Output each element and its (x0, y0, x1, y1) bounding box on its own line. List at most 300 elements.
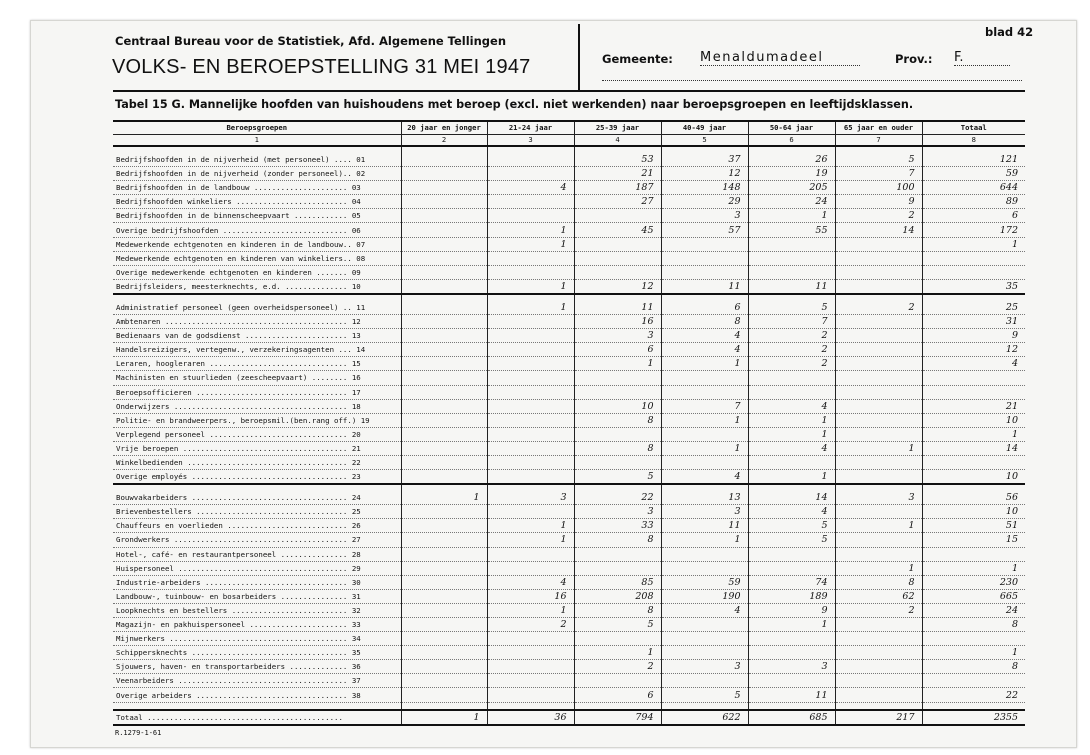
value-cell[interactable]: 4 (661, 603, 748, 617)
value-cell[interactable] (487, 251, 574, 265)
value-cell[interactable] (922, 385, 1025, 399)
value-cell[interactable]: 4 (661, 329, 748, 343)
value-cell[interactable]: 1 (922, 427, 1025, 441)
value-cell[interactable]: 59 (661, 575, 748, 589)
value-cell[interactable] (401, 470, 487, 485)
table-row (113, 688, 1025, 702)
value-cell[interactable] (487, 153, 574, 167)
value-cell[interactable]: 217 (835, 710, 922, 725)
value-cell[interactable]: 5 (574, 618, 661, 632)
value-cell[interactable] (574, 455, 661, 469)
value-cell[interactable]: 1 (835, 441, 922, 455)
value-cell[interactable]: 1 (487, 237, 574, 251)
value-cell[interactable]: 45 (574, 223, 661, 237)
value-cell[interactable] (661, 371, 748, 385)
value-cell[interactable] (401, 371, 487, 385)
value-cell[interactable] (661, 561, 748, 575)
value-cell[interactable] (835, 251, 922, 265)
value-cell[interactable]: 3 (661, 505, 748, 519)
value-cell[interactable] (835, 660, 922, 674)
value-cell[interactable] (401, 357, 487, 371)
value-cell[interactable]: 1 (661, 413, 748, 427)
value-cell[interactable]: 5 (574, 470, 661, 485)
value-cell[interactable]: 1 (748, 618, 835, 632)
value-cell[interactable]: 1 (487, 603, 574, 617)
value-cell[interactable] (401, 533, 487, 547)
value-cell[interactable] (748, 547, 835, 561)
value-cell[interactable] (922, 371, 1025, 385)
value-cell[interactable] (401, 674, 487, 688)
value-cell[interactable] (661, 455, 748, 469)
value-cell[interactable] (574, 385, 661, 399)
value-cell[interactable]: 59 (922, 167, 1025, 181)
value-cell[interactable]: 85 (574, 575, 661, 589)
value-cell[interactable] (835, 455, 922, 469)
value-cell[interactable] (401, 688, 487, 702)
value-cell[interactable] (401, 547, 487, 561)
value-cell[interactable]: 16 (574, 315, 661, 329)
value-cell[interactable] (487, 385, 574, 399)
value-cell[interactable]: 14 (835, 223, 922, 237)
value-cell[interactable]: 56 (922, 491, 1025, 505)
value-cell[interactable] (401, 618, 487, 632)
value-cell[interactable] (748, 455, 835, 469)
value-cell[interactable] (487, 646, 574, 660)
value-cell[interactable] (401, 251, 487, 265)
value-cell[interactable]: 622 (661, 710, 748, 725)
value-cell[interactable] (487, 547, 574, 561)
value-cell[interactable] (401, 505, 487, 519)
value-cell[interactable] (574, 547, 661, 561)
value-cell[interactable] (401, 575, 487, 589)
value-cell[interactable] (401, 301, 487, 315)
value-cell[interactable]: 1 (661, 533, 748, 547)
column-number: 3 (487, 135, 574, 147)
value-cell[interactable] (748, 251, 835, 265)
value-cell[interactable]: 665 (922, 589, 1025, 603)
value-cell[interactable]: 1 (835, 519, 922, 533)
value-cell[interactable] (487, 441, 574, 455)
value-cell[interactable] (835, 674, 922, 688)
value-cell[interactable] (401, 413, 487, 427)
value-cell[interactable]: 31 (922, 315, 1025, 329)
value-cell[interactable]: 13 (661, 491, 748, 505)
value-cell[interactable]: 4 (661, 343, 748, 357)
value-cell[interactable]: 55 (748, 223, 835, 237)
value-cell[interactable] (835, 237, 922, 251)
value-cell[interactable] (922, 251, 1025, 265)
value-cell[interactable]: 1 (748, 413, 835, 427)
value-cell[interactable]: 57 (661, 223, 748, 237)
value-cell[interactable]: 11 (661, 279, 748, 294)
value-cell[interactable] (487, 455, 574, 469)
spacer-cell (835, 484, 922, 491)
bureau-name: Centraal Bureau voor de Statistiek, Afd. Algemene Tellingen (115, 34, 507, 48)
value-cell[interactable]: 6 (574, 343, 661, 357)
value-cell[interactable] (835, 399, 922, 413)
table-row (113, 153, 1025, 167)
value-cell[interactable] (487, 505, 574, 519)
census-title: VOLKS- EN BEROEPSTELLING 31 MEI 1947 (112, 56, 531, 78)
value-cell[interactable]: 5 (661, 688, 748, 702)
value-cell[interactable]: 1 (922, 237, 1025, 251)
value-cell[interactable] (661, 265, 748, 279)
value-cell[interactable]: 4 (661, 470, 748, 485)
value-cell[interactable]: 12 (661, 167, 748, 181)
value-cell[interactable]: 26 (748, 153, 835, 167)
value-cell[interactable]: 794 (574, 710, 661, 725)
value-cell[interactable] (401, 329, 487, 343)
value-cell[interactable] (487, 632, 574, 646)
value-cell[interactable] (748, 385, 835, 399)
value-cell[interactable] (574, 251, 661, 265)
value-cell[interactable] (922, 265, 1025, 279)
value-cell[interactable]: 19 (748, 167, 835, 181)
value-cell[interactable]: 12 (922, 343, 1025, 357)
value-cell[interactable] (401, 455, 487, 469)
value-cell[interactable] (487, 329, 574, 343)
value-cell[interactable] (401, 441, 487, 455)
value-cell[interactable] (401, 385, 487, 399)
province-field[interactable]: F. (954, 50, 1010, 66)
value-cell[interactable]: 190 (661, 589, 748, 603)
value-cell[interactable]: 1 (661, 357, 748, 371)
value-cell[interactable]: 2 (748, 343, 835, 357)
value-cell[interactable] (487, 195, 574, 209)
value-cell[interactable] (835, 315, 922, 329)
value-cell[interactable]: 8 (922, 660, 1025, 674)
value-cell[interactable] (835, 646, 922, 660)
value-cell[interactable]: 25 (922, 301, 1025, 315)
value-cell[interactable]: 14 (922, 441, 1025, 455)
value-cell[interactable] (487, 343, 574, 357)
value-cell[interactable]: 6 (574, 688, 661, 702)
value-cell[interactable] (574, 632, 661, 646)
value-cell[interactable] (401, 589, 487, 603)
value-cell[interactable] (487, 660, 574, 674)
value-cell[interactable] (835, 343, 922, 357)
value-cell[interactable]: 644 (922, 181, 1025, 195)
value-cell[interactable] (401, 519, 487, 533)
value-cell[interactable]: 22 (574, 491, 661, 505)
value-cell[interactable] (835, 385, 922, 399)
value-cell[interactable]: 1 (922, 646, 1025, 660)
value-cell[interactable]: 10 (922, 470, 1025, 485)
value-cell[interactable]: 22 (922, 688, 1025, 702)
value-cell[interactable]: 35 (922, 279, 1025, 294)
value-cell[interactable]: 10 (922, 413, 1025, 427)
value-cell[interactable] (401, 167, 487, 181)
value-cell[interactable]: 33 (574, 519, 661, 533)
value-cell[interactable]: 4 (748, 399, 835, 413)
value-cell[interactable]: 3 (574, 505, 661, 519)
value-cell[interactable]: 24 (922, 603, 1025, 617)
value-cell[interactable] (661, 427, 748, 441)
value-cell[interactable]: 121 (922, 153, 1025, 167)
value-cell[interactable]: 205 (748, 181, 835, 195)
value-cell[interactable]: 29 (661, 195, 748, 209)
value-cell[interactable]: 2 (748, 357, 835, 371)
value-cell[interactable] (487, 371, 574, 385)
value-cell[interactable]: 24 (748, 195, 835, 209)
value-cell[interactable] (835, 413, 922, 427)
value-cell[interactable] (401, 561, 487, 575)
value-cell[interactable] (487, 167, 574, 181)
value-cell[interactable]: 1 (487, 533, 574, 547)
value-cell[interactable] (574, 265, 661, 279)
value-cell[interactable]: 37 (661, 153, 748, 167)
value-cell[interactable] (401, 343, 487, 357)
value-cell[interactable]: 2 (835, 603, 922, 617)
value-cell[interactable] (661, 547, 748, 561)
value-cell[interactable] (922, 455, 1025, 469)
value-cell[interactable]: 9 (835, 195, 922, 209)
value-cell[interactable]: 7 (748, 315, 835, 329)
table-row (113, 575, 1025, 589)
value-cell[interactable] (748, 561, 835, 575)
value-cell[interactable]: 172 (922, 223, 1025, 237)
value-cell[interactable]: 21 (922, 399, 1025, 413)
value-cell[interactable]: 5 (748, 519, 835, 533)
value-cell[interactable] (835, 505, 922, 519)
gemeente-field[interactable]: Menaldumadeel (700, 50, 860, 66)
row-label: Verplegend personeel ............................... 20 (113, 427, 401, 441)
row-label: Bedrijfsleiders, meesterknechts, e.d. .............. 10 (113, 279, 401, 294)
value-cell[interactable] (661, 646, 748, 660)
value-cell[interactable] (748, 646, 835, 660)
value-cell[interactable]: 36 (487, 710, 574, 725)
value-cell[interactable]: 187 (574, 181, 661, 195)
value-cell[interactable]: 11 (661, 519, 748, 533)
value-cell[interactable]: 6 (661, 301, 748, 315)
value-cell[interactable]: 15 (922, 533, 1025, 547)
value-cell[interactable] (661, 618, 748, 632)
row-label: Overige medewerkende echtgenoten en kinderen ....... 09 (113, 265, 401, 279)
value-cell[interactable] (487, 688, 574, 702)
value-cell[interactable] (487, 561, 574, 575)
value-cell[interactable]: 8 (661, 315, 748, 329)
value-cell[interactable]: 21 (574, 167, 661, 181)
value-cell[interactable]: 1 (487, 301, 574, 315)
value-cell[interactable] (835, 533, 922, 547)
value-cell[interactable]: 3 (661, 209, 748, 223)
value-cell[interactable]: 1 (487, 519, 574, 533)
value-cell[interactable]: 208 (574, 589, 661, 603)
value-cell[interactable] (922, 547, 1025, 561)
value-cell[interactable]: 10 (922, 505, 1025, 519)
value-cell[interactable] (401, 427, 487, 441)
value-cell[interactable] (661, 385, 748, 399)
value-cell[interactable] (401, 279, 487, 294)
value-cell[interactable] (835, 371, 922, 385)
value-cell[interactable]: 1 (401, 710, 487, 725)
value-cell[interactable]: 12 (574, 279, 661, 294)
table-row (113, 301, 1025, 315)
value-cell[interactable]: 4 (487, 181, 574, 195)
row-label: Vrije beroepen ..................................... 21 (113, 441, 401, 455)
value-cell[interactable]: 2 (835, 301, 922, 315)
value-cell[interactable]: 7 (661, 399, 748, 413)
value-cell[interactable]: 8 (574, 533, 661, 547)
value-cell[interactable]: 14 (748, 491, 835, 505)
value-cell[interactable] (835, 470, 922, 485)
value-cell[interactable]: 2355 (922, 710, 1025, 725)
value-cell[interactable] (835, 279, 922, 294)
value-cell[interactable]: 2 (574, 660, 661, 674)
value-cell[interactable] (922, 674, 1025, 688)
value-cell[interactable]: 74 (748, 575, 835, 589)
value-cell[interactable] (661, 632, 748, 646)
value-cell[interactable]: 4 (748, 505, 835, 519)
value-cell[interactable] (661, 674, 748, 688)
value-cell[interactable] (487, 357, 574, 371)
value-cell[interactable] (401, 315, 487, 329)
value-cell[interactable] (487, 674, 574, 688)
value-cell[interactable] (748, 265, 835, 279)
value-cell[interactable]: 53 (574, 153, 661, 167)
table-row (113, 589, 1025, 603)
value-cell[interactable]: 4 (487, 575, 574, 589)
value-cell[interactable]: 16 (487, 589, 574, 603)
value-cell[interactable] (574, 371, 661, 385)
value-cell[interactable] (401, 632, 487, 646)
value-cell[interactable]: 3 (487, 491, 574, 505)
row-label: Loopknechts en bestellers .......................... 32 (113, 603, 401, 617)
spacer-cell (748, 146, 835, 153)
row-label: Magazijn- en pakhuispersoneel ...................... 33 (113, 618, 401, 632)
value-cell[interactable]: 1 (748, 427, 835, 441)
value-cell[interactable]: 11 (748, 279, 835, 294)
value-cell[interactable] (401, 195, 487, 209)
value-cell[interactable] (748, 674, 835, 688)
value-cell[interactable]: 189 (748, 589, 835, 603)
value-cell[interactable] (574, 237, 661, 251)
value-cell[interactable] (835, 632, 922, 646)
value-cell[interactable]: 1 (401, 491, 487, 505)
value-cell[interactable] (401, 660, 487, 674)
value-cell[interactable]: 4 (748, 441, 835, 455)
value-cell[interactable]: 1 (835, 561, 922, 575)
value-cell[interactable]: 1 (574, 357, 661, 371)
column-headers (113, 121, 1025, 135)
value-cell[interactable] (487, 427, 574, 441)
value-cell[interactable]: 3 (574, 329, 661, 343)
value-cell[interactable] (401, 237, 487, 251)
value-cell[interactable] (748, 237, 835, 251)
value-cell[interactable]: 2 (487, 618, 574, 632)
spacer-cell (835, 146, 922, 153)
value-cell[interactable] (748, 371, 835, 385)
column-header: 20 jaar en jonger (401, 121, 487, 135)
value-cell[interactable]: 10 (574, 399, 661, 413)
value-cell[interactable] (401, 399, 487, 413)
value-cell[interactable]: 8 (835, 575, 922, 589)
value-cell[interactable] (401, 646, 487, 660)
spacer-cell (922, 294, 1025, 301)
value-cell[interactable]: 3 (748, 660, 835, 674)
value-cell[interactable] (922, 632, 1025, 646)
value-cell[interactable]: 3 (835, 491, 922, 505)
value-cell[interactable]: 62 (835, 589, 922, 603)
value-cell[interactable]: 100 (835, 181, 922, 195)
value-cell[interactable]: 9 (748, 603, 835, 617)
value-cell[interactable]: 11 (574, 301, 661, 315)
value-cell[interactable]: 1 (748, 470, 835, 485)
table-row (113, 603, 1025, 617)
value-cell[interactable] (835, 357, 922, 371)
value-cell[interactable] (835, 427, 922, 441)
value-cell[interactable]: 1 (487, 279, 574, 294)
value-cell[interactable]: 230 (922, 575, 1025, 589)
value-cell[interactable] (835, 618, 922, 632)
value-cell[interactable] (487, 265, 574, 279)
value-cell[interactable]: 1 (748, 209, 835, 223)
row-spacer (113, 484, 1025, 491)
value-cell[interactable]: 51 (922, 519, 1025, 533)
table-row (113, 209, 1025, 223)
value-cell[interactable] (487, 399, 574, 413)
value-cell[interactable]: 1 (661, 441, 748, 455)
column-header: 50-64 jaar (748, 121, 835, 135)
value-cell[interactable]: 9 (922, 329, 1025, 343)
value-cell[interactable]: 11 (748, 688, 835, 702)
value-cell[interactable] (835, 329, 922, 343)
value-cell[interactable]: 1 (574, 646, 661, 660)
value-cell[interactable] (748, 632, 835, 646)
value-cell[interactable]: 5 (748, 301, 835, 315)
value-cell[interactable] (401, 153, 487, 167)
value-cell[interactable]: 8 (574, 413, 661, 427)
value-cell[interactable]: 5 (835, 153, 922, 167)
value-cell[interactable] (574, 427, 661, 441)
value-cell[interactable] (401, 223, 487, 237)
spacer-cell (748, 294, 835, 301)
value-cell[interactable]: 2 (748, 329, 835, 343)
value-cell[interactable]: 27 (574, 195, 661, 209)
value-cell[interactable]: 4 (922, 357, 1025, 371)
value-cell[interactable]: 5 (748, 533, 835, 547)
value-cell[interactable] (835, 688, 922, 702)
value-cell[interactable] (835, 265, 922, 279)
value-cell[interactable]: 8 (574, 441, 661, 455)
value-cell[interactable] (574, 561, 661, 575)
value-cell[interactable]: 1 (487, 223, 574, 237)
value-cell[interactable] (661, 251, 748, 265)
value-cell[interactable] (487, 470, 574, 485)
value-cell[interactable]: 89 (922, 195, 1025, 209)
value-cell[interactable] (401, 181, 487, 195)
value-cell[interactable] (574, 674, 661, 688)
value-cell[interactable] (401, 265, 487, 279)
value-cell[interactable] (487, 315, 574, 329)
value-cell[interactable] (487, 413, 574, 427)
value-cell[interactable]: 1 (922, 561, 1025, 575)
value-cell[interactable] (574, 209, 661, 223)
value-cell[interactable]: 7 (835, 167, 922, 181)
value-cell[interactable] (835, 547, 922, 561)
value-cell[interactable]: 8 (574, 603, 661, 617)
value-cell[interactable] (401, 209, 487, 223)
value-cell[interactable] (401, 603, 487, 617)
value-cell[interactable]: 685 (748, 710, 835, 725)
value-cell[interactable]: 2 (835, 209, 922, 223)
value-cell[interactable] (661, 237, 748, 251)
value-cell[interactable] (487, 209, 574, 223)
value-cell[interactable]: 3 (661, 660, 748, 674)
value-cell[interactable]: 148 (661, 181, 748, 195)
value-cell[interactable]: 6 (922, 209, 1025, 223)
value-cell[interactable]: 8 (922, 618, 1025, 632)
